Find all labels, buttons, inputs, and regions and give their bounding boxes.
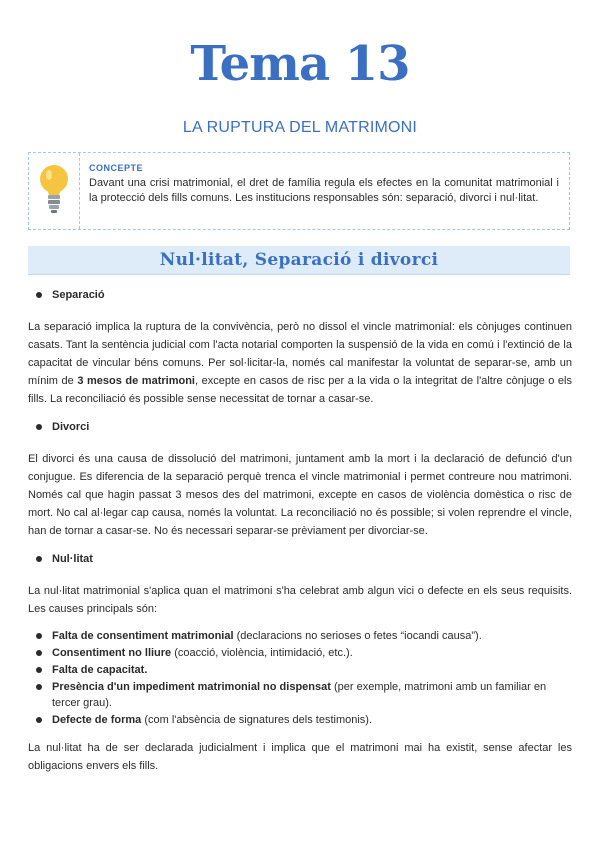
heading-divorci: Divorci [28,418,572,436]
heading-separacio: Separació [28,286,572,304]
cause-bold: Defecte de forma [52,714,142,726]
concept-text: Davant una crisi matrimonial, el dret de família regula els efectes en la comunitat matrimonial i la protecció dels fills comuns. Les institucions responsables són: separació, divorci i nul·litat. [89,177,559,204]
section-header [28,246,570,275]
paragraph-divorci: El divorci és una causa de dissolució del matrimoni, juntament amb la mort i la declaració de defunció d'un conjugue. Es diferencia de la separació perquè trenca el vincle matrimonial i permet contreure nou matrimoni. Només cal que hagin passat 3 mesos des del matrimoni, excepte en casos de violència domèstica o risc de mort. No cal al·legar cap causa, només la voluntat. La reconciliació no és possible; si volen reprendre el vincle, han de tornar a casar-se. No és necessari separar-se prèviament per divorciar-se. [28,453,572,537]
list-item [28,712,572,728]
concept-icon-cell [29,153,80,229]
cause-detail: (coacció, violència, intimidació, etc.). [171,647,353,659]
list-item [28,679,572,711]
separacio-text-after: , excepte en casos de risc per a la vida o la integritat de l'altre cònjuge o els fills. La reconciliació és possible sense necessitat de tornar a casar-se. [28,375,572,405]
cause-bold: Presència d'un impediment matrimonial no dispensat [52,681,331,693]
cause-detail: (per exemple, matrimoni amb un familiar en tercer grau). [52,681,547,709]
page-subtitle: LA RUPTURA DEL MATRIMONI [182,119,418,136]
list-item [28,662,572,678]
list-item [28,628,572,644]
separacio-text-bold: 3 mesos de matrimoni [77,375,195,387]
document-body [28,286,572,775]
cause-bold: Falta de capacitat. [52,664,148,676]
concept-box [28,152,570,230]
cause-bold: Consentiment no lliure [52,647,172,659]
heading-nullitat: Nul·litat [28,550,572,568]
paragraph-nullitat-outro: La nul·litat ha de ser declarada judicialment i implica que el matrimoni mai ha existit, sense afectar les obligacions envers els fills. [28,742,572,772]
paragraph-separacio [28,318,572,408]
section-title: Nul·litat, Separació i divorci [159,250,439,270]
paragraph-nullitat-intro: La nul·litat matrimonial s'aplica quan el matrimoni s'ha celebrat amb algun vici o defecte en els seus requisits. Les causes principals són: [28,585,572,615]
page-title: Tema 13 [190,36,410,92]
cause-detail: (declaracions no serioses o fetes “iocandi causa”). [233,630,482,642]
separacio-text-before: La separació implica la ruptura de la convivència, però no dissol el vincle matrimonial: els cònjuges continuen casats. Tant la sentència judicial com l'acta notarial comporten la suspensió de la vida en comú i l'extinció de la capacitat de vincular béns comuns. Per sol·licitar-la, només cal manifestar la voluntat de separar-se, amb un mínim de [28,321,572,387]
causes-list [28,628,572,728]
list-item [28,645,572,661]
lightbulb-icon [37,163,71,215]
concept-label: CONCEPTE [89,163,144,173]
cause-detail: (com l'absència de signatures dels testimonis). [141,714,373,726]
cause-bold: Falta de consentiment matrimonial [52,630,234,642]
